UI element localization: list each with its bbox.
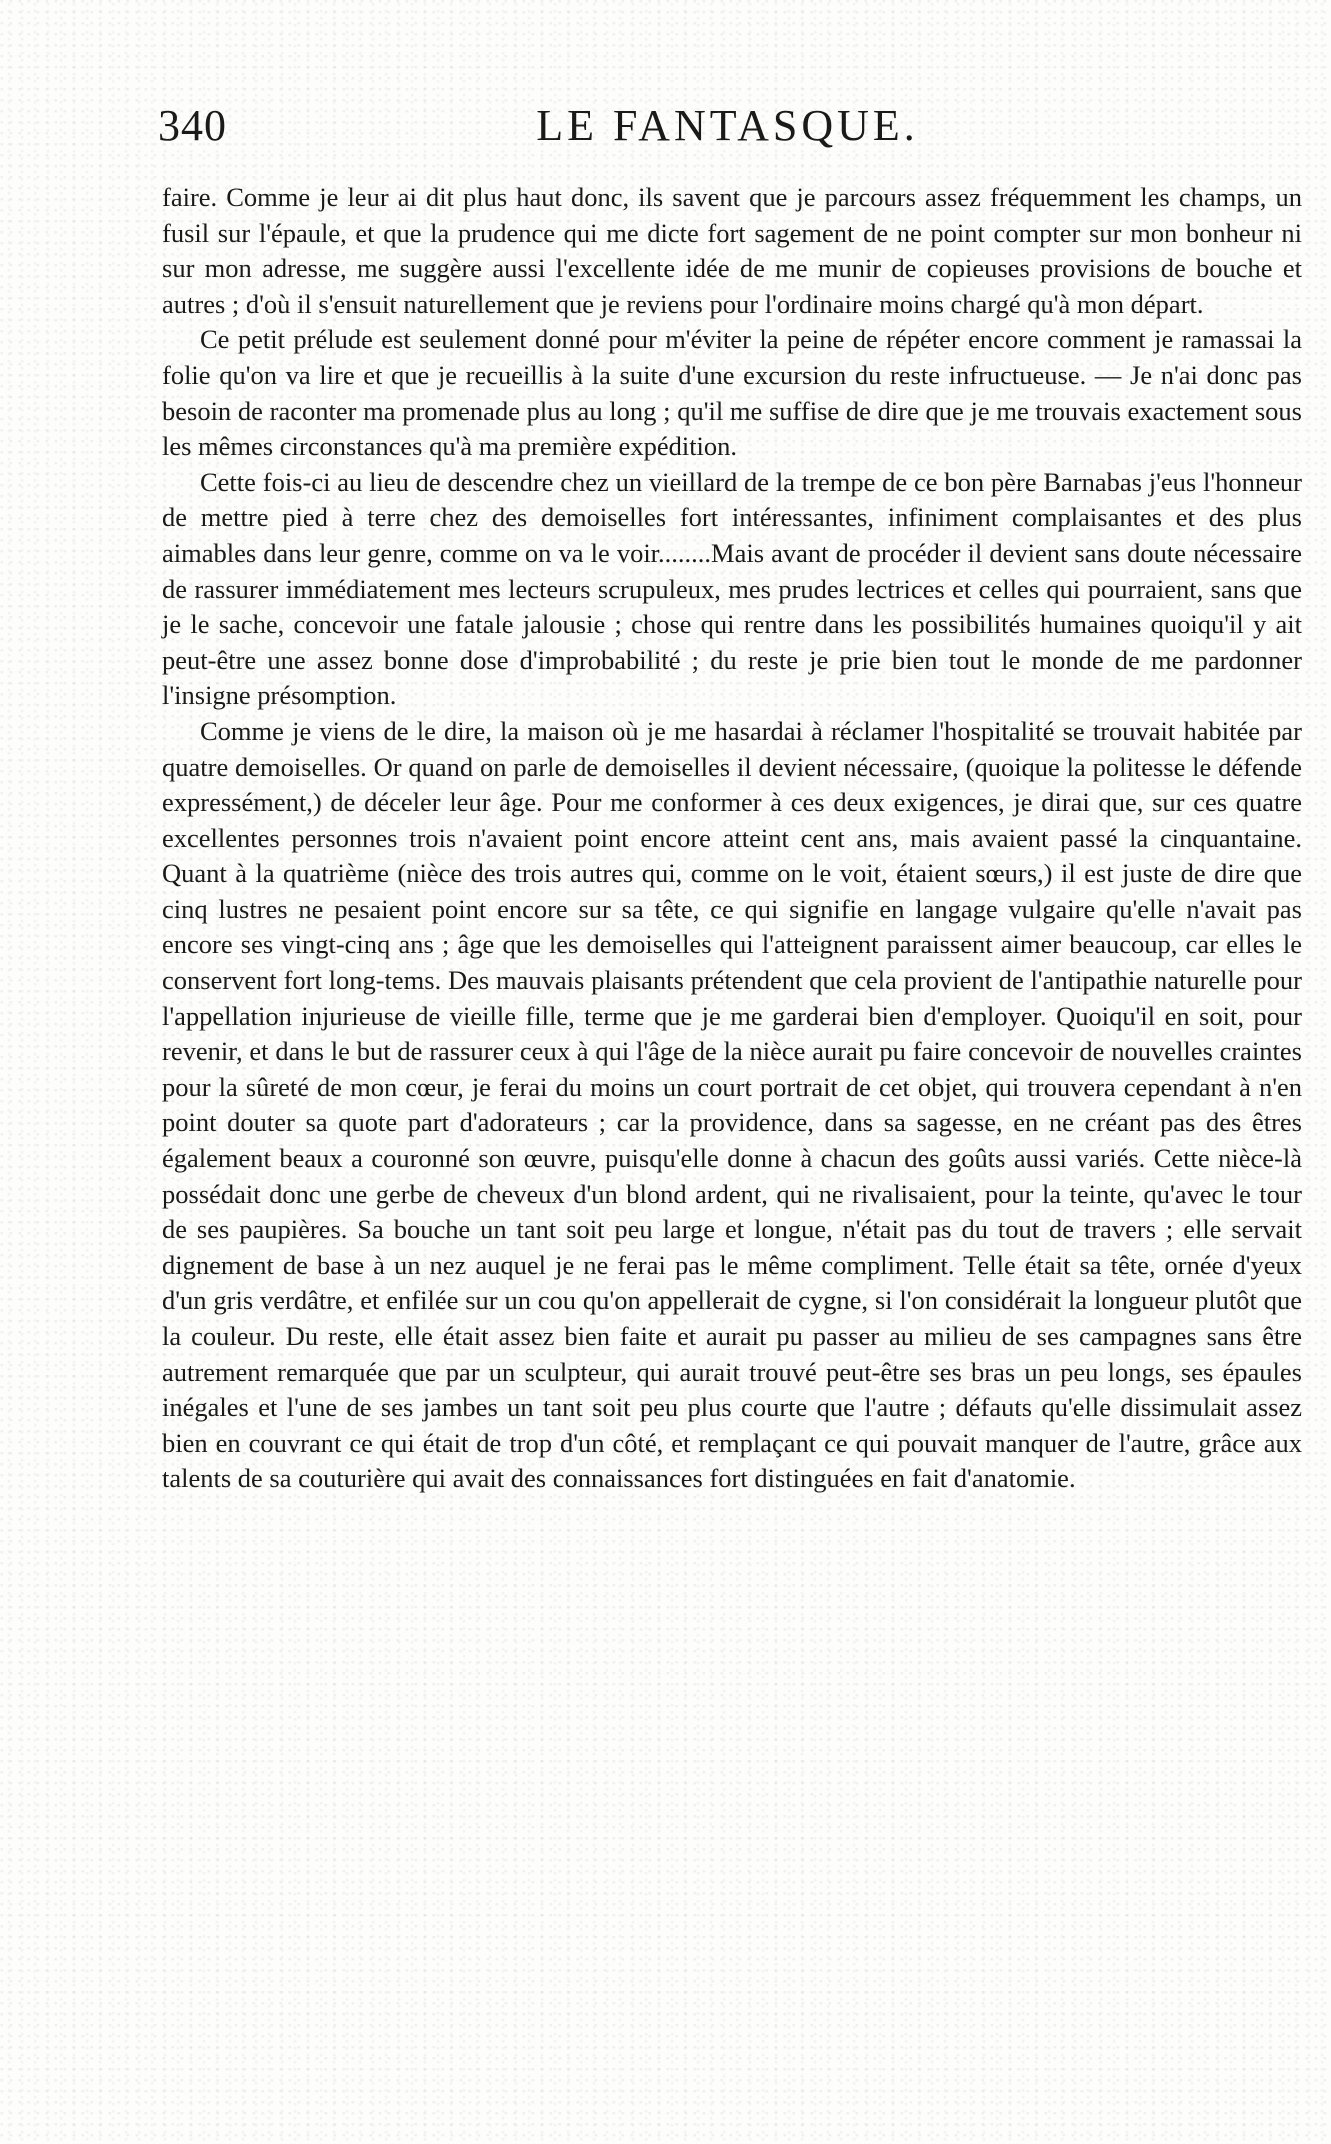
paragraph: faire. Comme je leur ai dit plus haut donc, ils savent que je parcours assez fréquemment les champs, un fusil sur l'épaule, et que la prudence qui me dicte fort sagement de ne point compter sur mon bonheur ni sur mon adresse, me suggère aussi l'excellente idée de me munir de copieuses provisions de bouche et autres ; d'où il s'ensuit naturellement que je reviens pour l'ordinaire moins chargé qu'à mon départ. bbox=[162, 182, 1302, 319]
paragraph: Comme je viens de le dire, la maison où je me hasardai à réclamer l'hospitalité se trouvait habitée par quatre demoiselles. Or quand on parle de demoiselles il devient nécessaire, (quoique la politesse le défende expressément,) de déceler leur âge. Pour me conformer à ces deux exigences, je dirai que, sur ces quatre excellentes personnes trois n'avaient point encore atteint cent ans, mais avaient passé la cinquantaine. Quant à la quatrième (nièce des trois autres qui, comme on le voit, étaient sœurs,) il est juste de dire que cinq lustres ne pesaient point encore sur sa tête, ce qui signifie en langage vulgaire qu'elle n'avait pas encore ses vingt-cinq ans ; âge que les demoiselles qui l'atteignent paraissent aimer beaucoup, car elles le conservent fort long-tems. Des mauvais plaisants prétendent que cela provient de l'antipathie naturelle pour l'appellation injurieuse de vieille fille, terme que je me garderai bien d'employer. Quoiqu'il en soit, pour revenir, et dans le but de rassurer ceux à qui l'âge de la nièce aurait pu faire concevoir de nouvelles craintes pour la sûreté de mon cœur, je ferai du moins un court portrait de cet objet, qui trouvera cependant à n'en point douter sa quote part d'adorateurs ; car la providence, dans sa sagesse, en ne créant pas des êtres également beaux a couronné son œuvre, puisqu'elle donne à chacun des goûts aussi variés. Cette nièce-là possédait donc une gerbe de cheveux d'un blond ardent, qui ne rivalisaient, pour la teinte, qu'avec le tour de ses paupières. Sa bouche un tant soit peu large et longue, n'était pas du tout de travers ; elle servait dignement de base à un nez auquel je ne ferai pas le même compliment. Telle était sa tête, ornée d'yeux d'un gris verdâtre, et enfilée sur un cou qu'on appellerait de cygne, si l'on considérait la longueur plutôt que la couleur. Du reste, elle était assez bien faite et aurait pu passer au milieu de ses campagnes sans être autrement remarquée que par un sculpteur, qui aurait trouvé peut-être ses bras un peu longs, ses épaules inégales et l'une de ses jambes un tant soit peu plus courte que l'autre ; défauts qu'elle dissimulait assez bien en couvrant ce qui était de trop d'un côté, et remplaçant ce qui pouvait manquer de l'autre, grâce aux talents de sa couturière qui avait des connaissances fort distinguées en fait d'anatomie. bbox=[162, 715, 1302, 1494]
page-header bbox=[150, 100, 1305, 160]
body-text bbox=[162, 180, 1302, 1497]
running-title: LE FANTASQUE. bbox=[536, 101, 919, 150]
paragraph: Ce petit prélude est seulement donné pour m'éviter la peine de répéter encore comment je ramassai la folie qu'on va lire et que je recueillis à la suite d'une excursion du reste infructueuse. — Je n'ai donc pas besoin de raconter ma promenade plus au long ; qu'il me suffise de dire que je me trouvais exactement sous les mêmes circonstances qu'à ma première expédition. bbox=[162, 324, 1302, 462]
paragraph: Cette fois-ci au lieu de descendre chez un vieillard de la trempe de ce bon père Barnabas j'eus l'honneur de mettre pied à terre chez des demoiselles fort intéressantes, infiniment complaisantes et des plus aimables dans leur genre, comme on va le voir........Mais avant de procéder il devient sans doute nécessaire de rassurer immédiatement mes lecteurs scrupuleux, mes prudes lectrices et celles qui pourraient, sans que je le sache, concevoir une fatale jalousie ; chose qui rentre dans les possibilités humaines quoiqu'il y ait peut-être une assez bonne dose d'improbabilité ; du reste je prie bien tout le monde de me pardonner l'insigne présomption. bbox=[162, 466, 1302, 711]
page-number: 340 bbox=[158, 101, 227, 150]
